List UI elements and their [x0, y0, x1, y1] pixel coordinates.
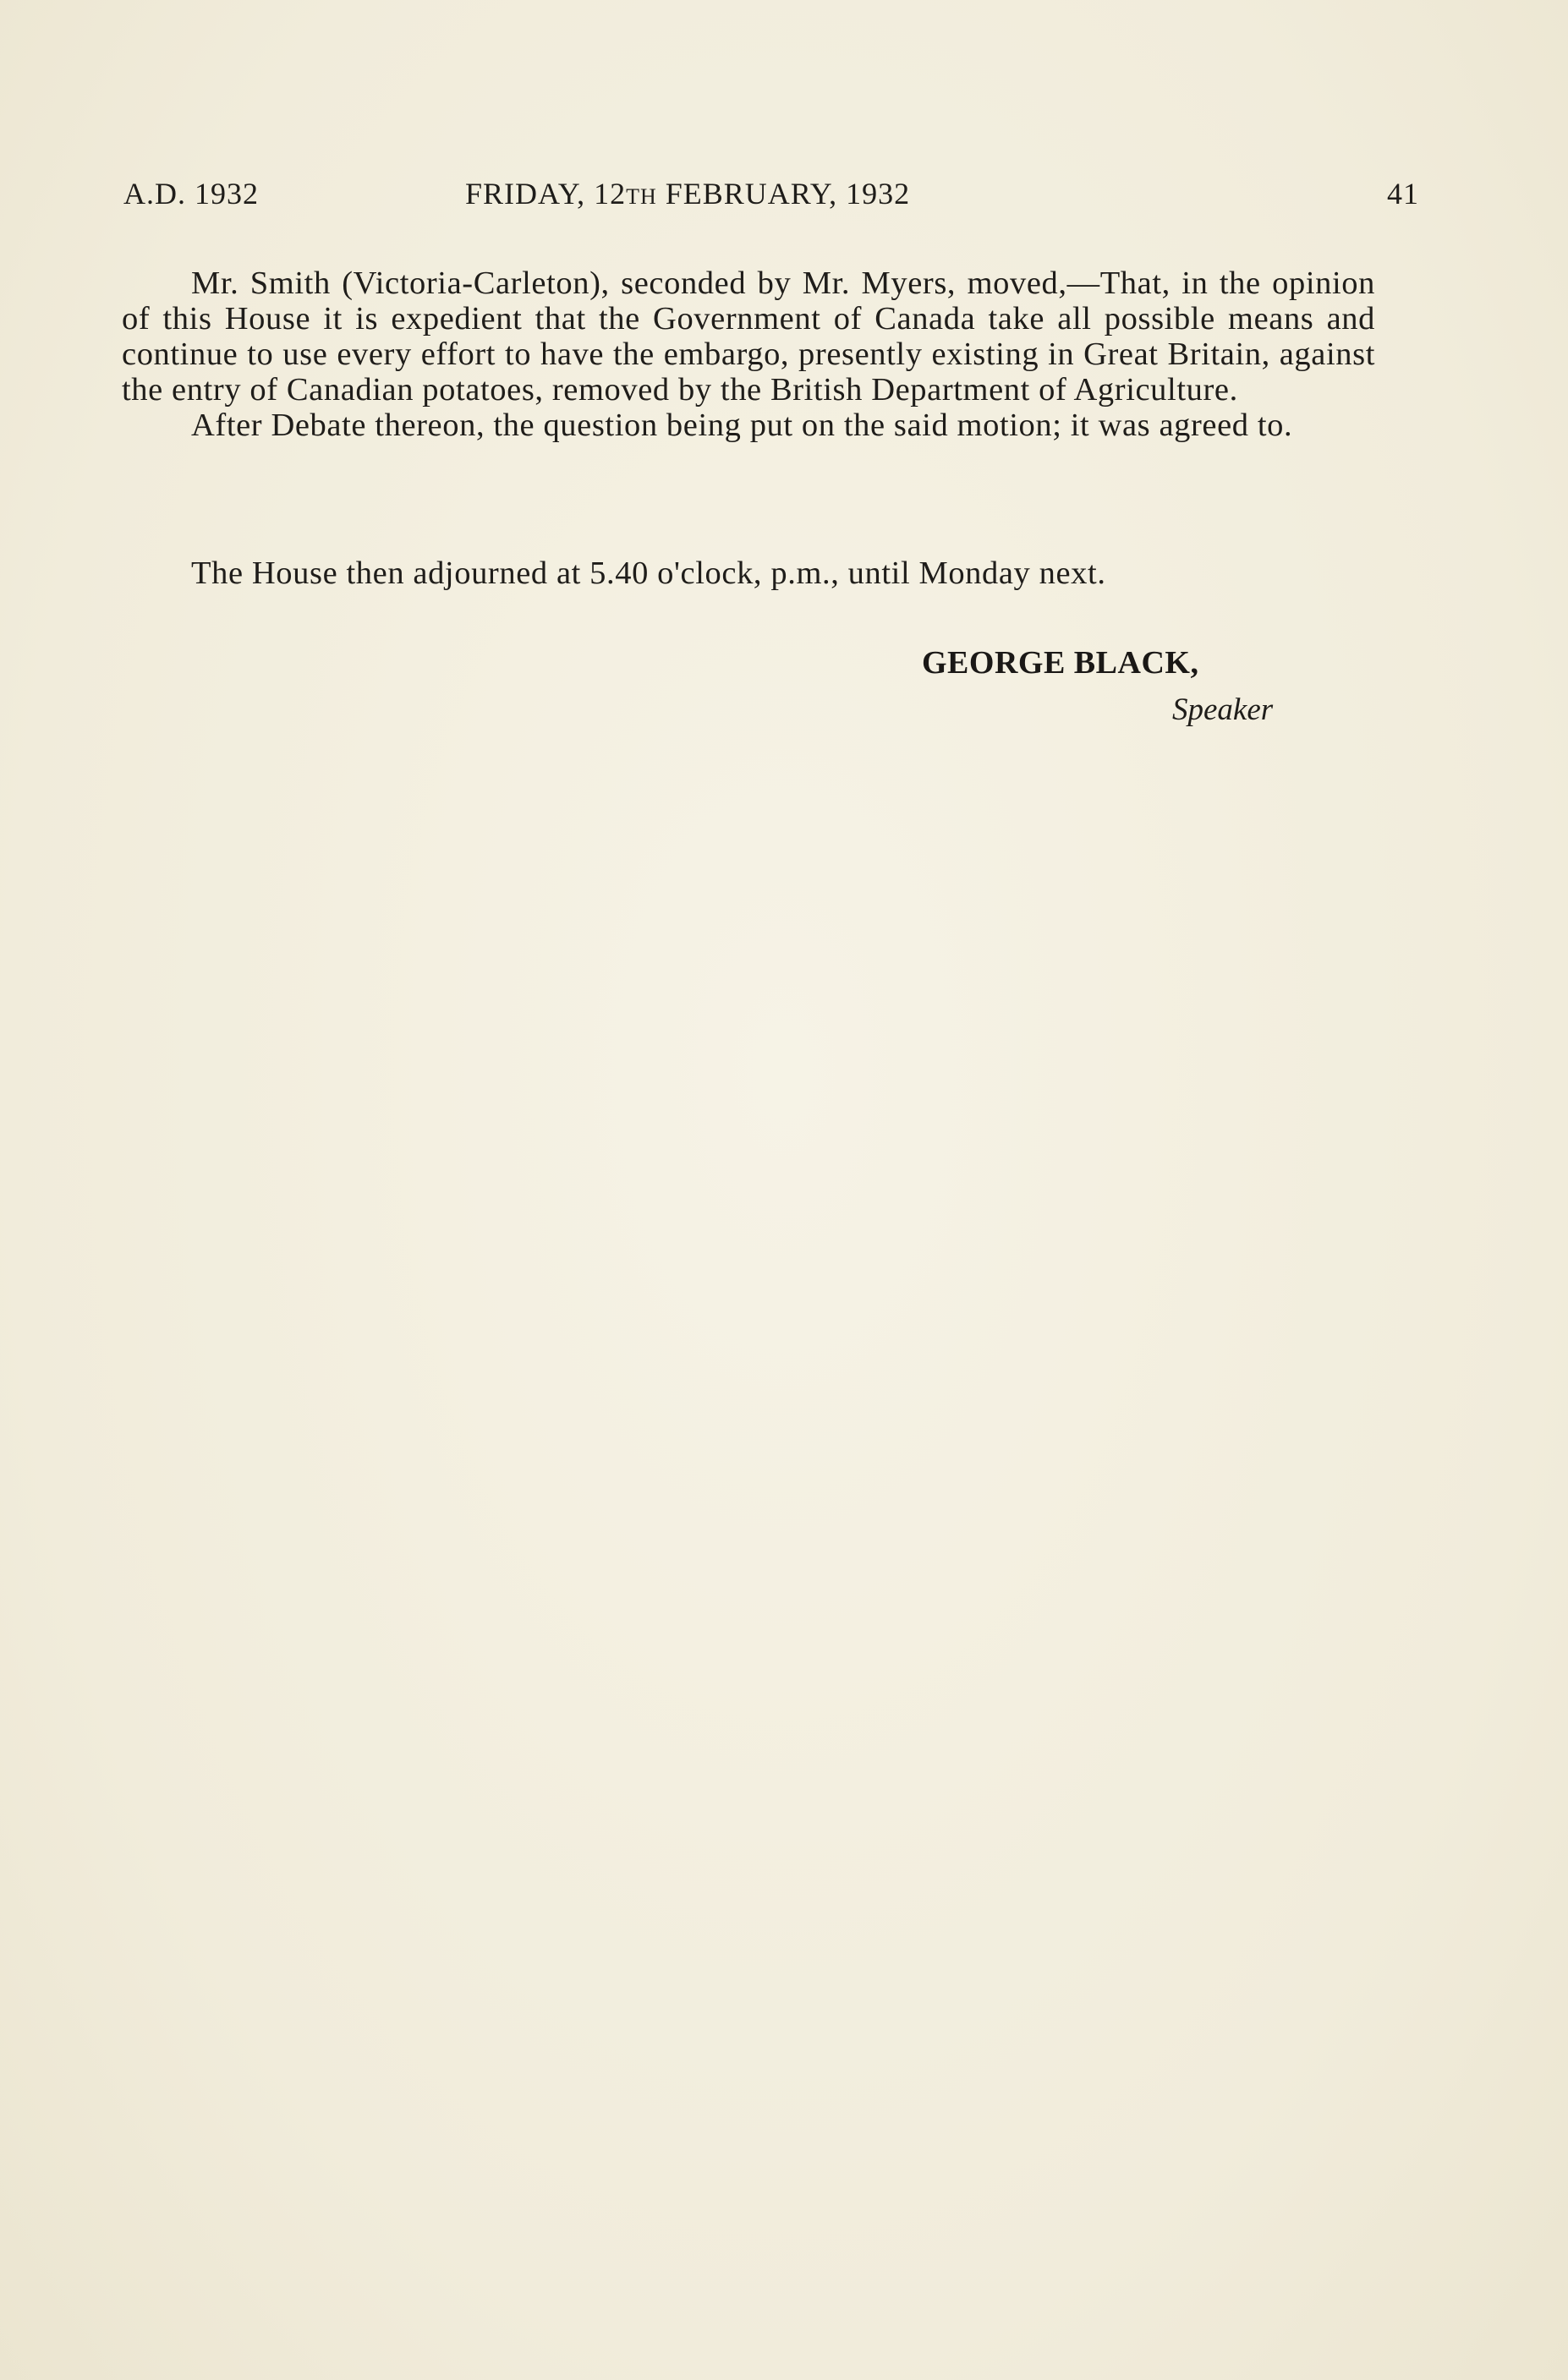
header-year: A.D. 1932	[123, 177, 259, 211]
body-text	[122, 265, 1375, 443]
debate-paragraph: After Debate thereon, the question being put on the said motion; it was agreed to.	[191, 408, 1293, 443]
header-date	[465, 176, 910, 211]
header-date-suffix: TH	[626, 184, 657, 209]
page-header	[123, 176, 1419, 218]
signature-name: GEORGE BLACK,	[922, 645, 1199, 681]
motion-paragraph: Mr. Smith (Victoria-Carleton), seconded by Mr. Myers, moved,—That, in the opinion of this House it is expedient that the Government of Canada take all possible means and continue to use every effort to have the embargo, presently existing in Great Britain, against the entry of Canadian potatoes, removed by the British Department of Agriculture.	[122, 265, 1375, 408]
page-number: 41	[1387, 177, 1419, 211]
signature-title: Speaker	[1172, 692, 1274, 727]
header-date-day: FRIDAY, 12	[465, 177, 627, 211]
header-date-rest: FEBRUARY, 1932	[656, 177, 911, 211]
adjournment-line: The House then adjourned at 5.40 o'clock, p.m., until Monday next.	[191, 555, 1106, 591]
